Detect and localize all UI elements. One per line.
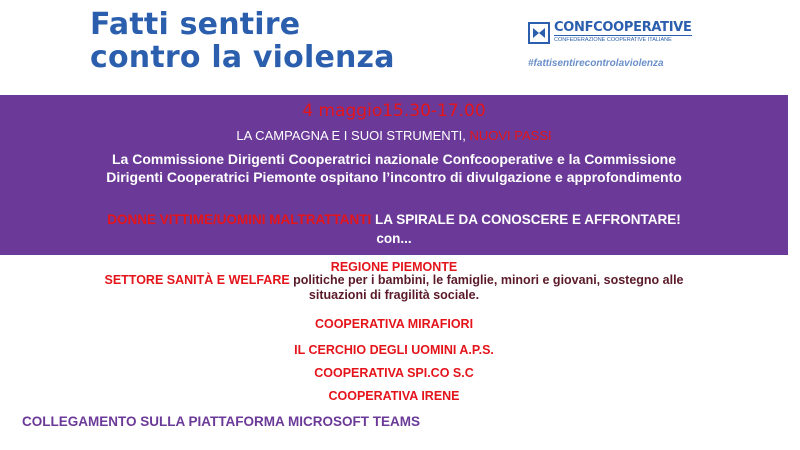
campaign-title — [90, 8, 395, 74]
partner-settore-sanita — [0, 273, 788, 303]
event-info-band — [0, 95, 788, 255]
event-date: 4 maggio15.30-17.00 — [302, 101, 486, 121]
campaign-title-line2: contro la violenza — [90, 40, 395, 75]
teams-connection-note: COLLEGAMENTO SULLA PIATTAFORMA MICROSOFT TEAMS — [22, 414, 420, 429]
settore-line1 — [0, 273, 788, 288]
campaign-hashtag: #fattisentirecontrolaviolenza — [528, 58, 664, 69]
with-label: con... — [376, 231, 412, 246]
brand-subtitle: CONFEDERAZIONE COOPERATIVE ITALIANE — [554, 35, 692, 44]
campaign-subtitle — [0, 128, 788, 143]
partner-cooperativa-spico: COOPERATIVA SPI.CO S.C — [314, 366, 474, 380]
brand-text — [554, 21, 692, 44]
commission-description — [0, 150, 788, 186]
brand-row — [528, 21, 728, 44]
partner-cooperativa-mirafiori: COOPERATIVA MIRAFIORI — [314, 317, 474, 331]
settore-line2: situazioni di fragilità sociale. — [308, 288, 480, 302]
partner-cerchio-degli-uomini: IL CERCHIO DEGLI UOMINI A.P.S. — [294, 343, 494, 357]
commission-line2: Dirigenti Cooperatrici Piemonte ospitano l’incontro di divulgazione e approfondimento — [106, 169, 682, 185]
confcooperative-logo-icon — [528, 22, 550, 44]
partner-cooperativa-irene: COOPERATIVA IRENE — [328, 389, 460, 403]
event-theme — [0, 212, 788, 227]
campaign-subtitle-highlight: NUOVI PASSI — [469, 128, 552, 143]
confcooperative-brand — [528, 21, 728, 69]
campaign-title-line1: Fatti sentire — [90, 7, 301, 42]
partner-regione-piemonte: REGIONE PIEMONTE — [330, 260, 458, 274]
brand-name: CONFCOOPERATIVE — [554, 20, 692, 35]
campaign-subtitle-main: LA CAMPAGNA E I SUOI STRUMENTI, — [236, 128, 470, 143]
settore-description: politiche per i bambini, le famiglie, minori e giovani, sostegno alle — [293, 273, 684, 287]
event-theme-main: LA SPIRALE DA CONOSCERE E AFFRONTARE! — [374, 212, 681, 227]
settore-title: SETTORE SANITÀ E WELFARE — [104, 273, 294, 287]
header — [0, 0, 800, 95]
commission-line1: La Commissione Dirigenti Cooperatrici nazionale Confcooperative e la Commissione — [111, 151, 676, 167]
event-theme-highlight: DONNE VITTIME/UOMINI MALTRATTANTI — [107, 212, 375, 227]
